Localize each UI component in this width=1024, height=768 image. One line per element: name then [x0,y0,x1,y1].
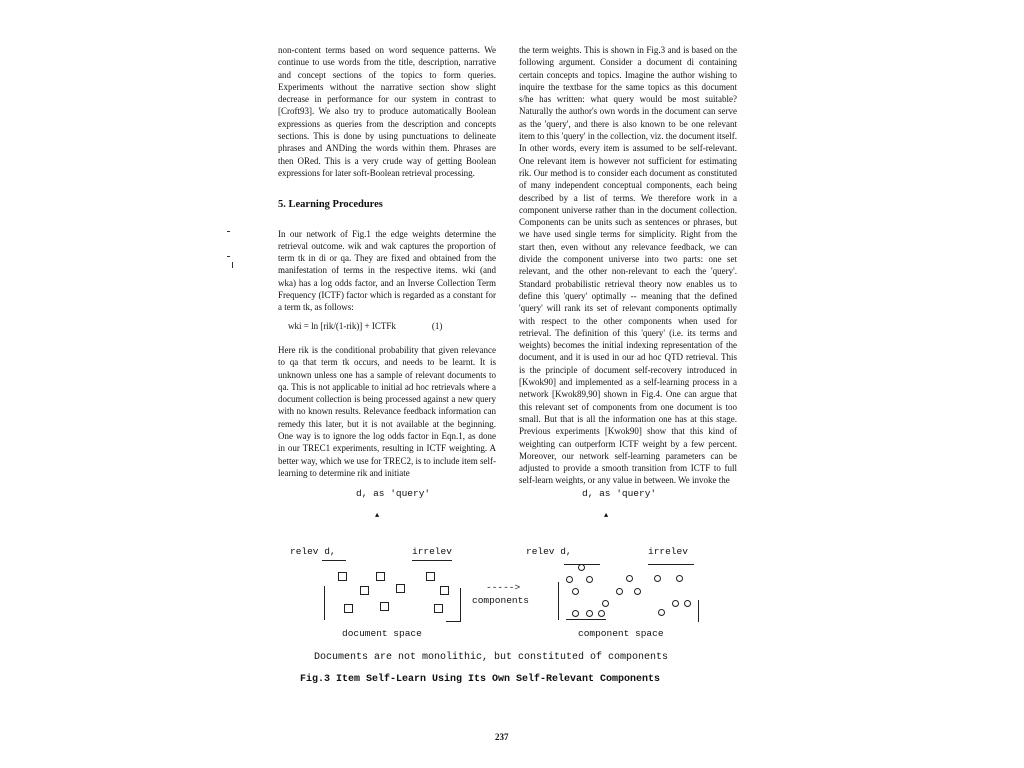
left-column [278,44,496,485]
underline [648,564,694,565]
bracket-line [566,619,606,620]
underline [412,560,452,561]
component-circle [616,588,623,595]
right-relev-label: relev d, [526,546,572,557]
left-irrelev-label: irrelev [412,546,452,557]
document-box [344,604,353,613]
margin-mark [232,262,233,268]
component-circle [602,600,609,607]
equation [288,320,496,332]
bracket-line [324,586,325,620]
paragraph: In our network of Fig.1 the edge weights determine the retrieval outcome. wik and wak captures the proportion of term tk in di or qa. They are fixed and obtained from the manifestation of terms in the respective items. wki (and wka) has a log odds factor, and an Inverse Collection Term Frequency (ICTF) factor which is regarded as a constant for a term tk, as follows: [278,228,496,313]
document-box [338,572,347,581]
bracket-line [698,600,699,622]
page-number: 237 [495,732,509,742]
component-circle [626,575,633,582]
component-circle [684,600,691,607]
document-box [440,586,449,595]
arrow-label: components [472,595,530,606]
equation-number: (1) [431,320,443,331]
bracket-line [558,582,559,620]
document-box [380,602,389,611]
left-query-label: d, as 'query' [356,488,431,499]
right-column [519,44,737,493]
component-circle [586,610,593,617]
bracket-line [460,588,461,622]
component-circle [634,588,641,595]
paragraph: Here rik is the conditional probability that given relevance to qa that term tk occurs, and needs to be learnt. It is unknown unless one has a sample of relevant documents to qa. This is not applicable to initial ad hoc retrievals where a document collection is being processed against a new query with no known results. Relevance feedback information can remedy this later, but it is not available at the beginning. One way is to ignore the log odds factor in Eqn.1, as done in our TREC1 experiments, resulting in ICTF weighting. A better way, which we use for TREC2, is to include item self-learning to determine rik and initiate [278,344,496,478]
document-box [396,584,405,593]
figure-3 [280,488,720,688]
figure-description: Documents are not monolithic, but constituted of components [314,652,669,663]
document-box [426,572,435,581]
component-circle [658,609,665,616]
component-circle [598,610,605,617]
bracket-line [446,621,461,622]
component-circle [566,576,573,583]
right-query-label: d, as 'query' [582,488,657,499]
left-relev-label: relev d, [290,546,336,557]
equation-formula: wki = ln [rik/(1-rik)] + ICTFk [288,320,396,331]
component-circle [572,610,579,617]
margin-mark [227,231,230,232]
paragraph: the term weights. This is shown in Fig.3 and is based on the following argument. Consider a document di containing certain concepts and topics. Imagine the author wishing to inquire the textbase for the same topics as this document s/he has written: what query would be most suitable? Naturally the author's own words in the document can serve as the 'query', and there is also known to be one relevant item to this 'query' in the collection, viz. the document itself. In other words, every item is assumed to be self-relevant. One relevant item is however not sufficient for estimating rik. Our method is to consider each document as constituted of many independent conceptual components, each being described by a list of terms. We therefore work in a component universe rather than in the document collection. Components can be units such as sentences or phrases, but we have used single terms for simplicity. Right from the start then, even without any relevance feedback, we can divide the component universe into two parts: one set relevant, and the other non-relevant to each the 'query'. Standard probabilistic retrieval theory now enables us to define this 'query' optimally -- meaning that the defined 'query' will rank its set of relevant components optimally with respect to the other components when used for retrieval. The definition of this 'query' (i.e. its terms and weights) becomes the initial indexing representation of the document, and it is used in our ad hoc QTD retrieval. This is the principle of document self-recovery introduced in [Kwok90] and implemented as a self-learning process in a network [Kwok89,90] shown in Fig.4. One can argue that this relevant set of components from one document is too small. But that is all the information one has at this stage. Previous experiments [Kwok90] show that this kind of weighting can outperform ICTF weight by a few percent. Moreover, our network self-learning parameters can be adjusted to provide a smooth transition from ICTF to full self-learn weights, or any value in between. We invoke the [519,45,737,486]
document-box [360,586,369,595]
component-circle [676,575,683,582]
up-triangle-icon: ▲ [375,512,380,520]
component-circle [572,588,579,595]
right-irrelev-label: irrelev [648,546,688,557]
document-box [434,604,443,613]
component-circle [672,600,679,607]
component-space-label: component space [578,628,664,639]
component-circle [586,576,593,583]
margin-mark [227,256,230,257]
arrow-icon: -----> [486,582,521,593]
section-heading: 5. Learning Procedures [278,199,383,211]
underline [322,560,346,561]
figure-caption: Fig.3 Item Self-Learn Using Its Own Self-Relevant Components [300,674,661,685]
up-triangle-icon: ▲ [604,512,609,520]
paragraph: non-content terms based on word sequence patterns. We continue to use words from the title, description, narrative and concept sections of the topics to form queries. Experiments without the narrative section show slight decrease in performance for our system in contrast to [Croft93]. We also try to produce automatically Boolean expressions as queries from the description and concepts sections. This is done by using punctuations to delineate phrases and ANDing the words within them. Phrases are then ORed. This is a very crude way of getting Boolean expressions for later soft-Boolean retrieval processing. [278,45,496,178]
component-circle [654,575,661,582]
document-box [376,572,385,581]
component-circle [578,564,585,571]
document-space-label: document space [342,628,422,639]
